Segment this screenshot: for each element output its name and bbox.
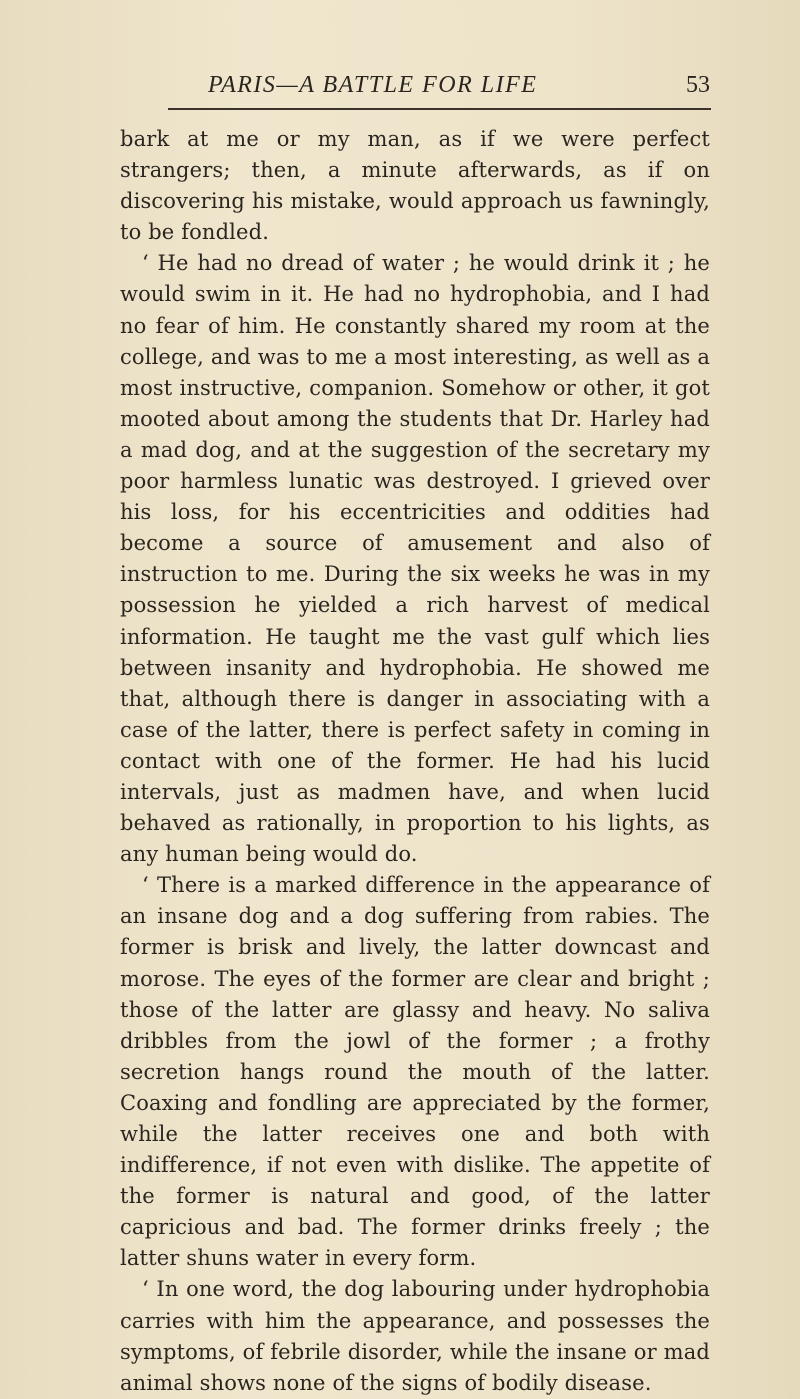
page-number: 53 (686, 72, 710, 98)
paragraph-1: bark at me or my man, as if we were perfect strangers; then, a minute afterwards, as if on discovering his mistake, would approach us fawningly, to be fondled. (120, 127, 710, 245)
running-title: PARIS—A BATTLE FOR LIFE (208, 72, 538, 98)
header-rule (168, 108, 711, 110)
text-body (120, 124, 710, 1399)
paragraph-3: ‘ There is a marked difference in the appearance of an insane dog and a dog suffering from rabies. The former is brisk and lively, the latter downcast and morose. The eyes of the former are clear and bright ; those of the latter are glassy and heavy. No saliva dribbles from the jowl of the former ; a frothy secretion hangs round the mouth of the latter. Coaxing and fondling are appreciated by the former, while the latter receives one and both with indifference, if not even with dislike. The appetite of the former is natural and good, of the latter capricious and bad. The former drinks freely ; the latter shuns water in every form. (120, 873, 710, 1271)
page-header (120, 70, 710, 106)
paragraph-2: ‘ He had no dread of water ; he would drink it ; he would swim in it. He had no hydrophobia, and I had no fear of him. He constantly shared my room at the college, and was to me a most interesting, as well as a most instructive, companion. Somehow or other, it got mooted about among the students that Dr. Harley had a mad dog, and at the suggestion of the secretary my poor harmless lunatic was destroyed. I grieved over his loss, for his eccentricities and oddities had become a source of amusement and also of instruction to me. During the six weeks he was in my possession he yielded a rich harvest of medical information. He taught me the vast gulf which lies between insanity and hydrophobia. He showed me that, although there is danger in associating with a case of the latter, there is perfect safety in coming in contact with one of the former. He had his lucid intervals, just as madmen have, and when lucid behaved as rationally, in proportion to his lights, as any human being would do. (120, 251, 710, 867)
paragraph-4: ‘ In one word, the dog labouring under hydrophobia carries with him the appearance, and possesses the symptoms, of febrile disorder, while the insane or mad animal shows none of the signs of bodily disease. (120, 1277, 710, 1395)
